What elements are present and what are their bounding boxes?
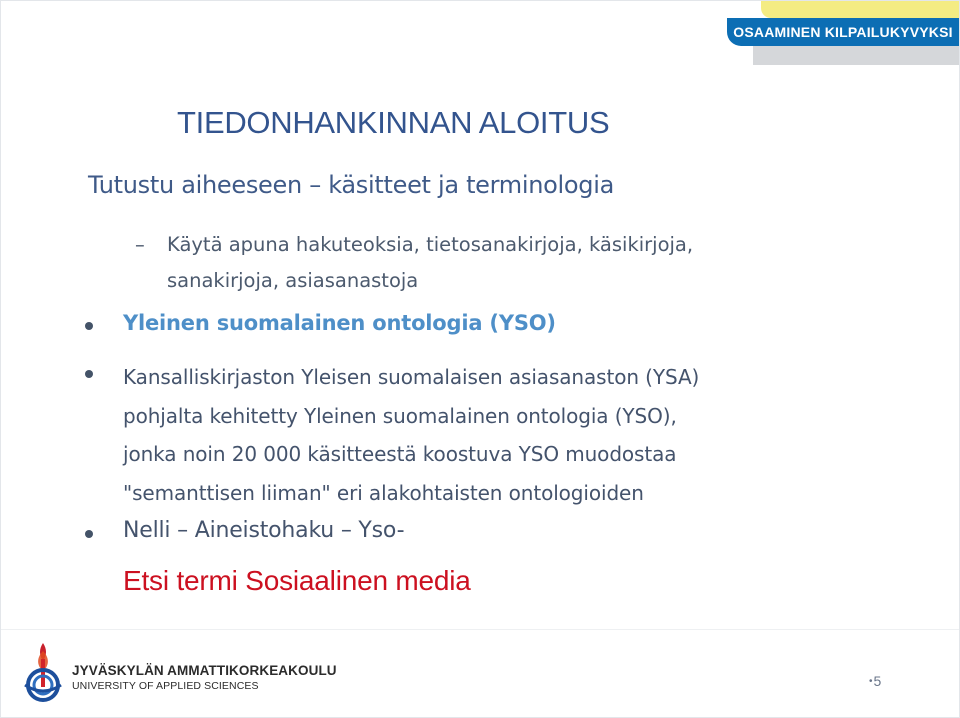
bullet-nelli: Nelli – Aineistohaku – Yso- [123,518,405,543]
paragraph-line-1: Kansalliskirjaston Yleisen suomalaisen asiasanaston (YSA) [123,365,700,389]
paragraph-line-3: jonka noin 20 000 käsitteestä koostuva YSO muodostaa [123,442,677,466]
school-name-english: UNIVERSITY OF APPLIED SCIENCES [72,680,259,692]
slide-subtitle: Tutustu aiheeseen – käsitteet ja terminologia [88,171,614,199]
page-number [869,673,881,689]
footer-divider [1,629,959,630]
bullet-dot-icon [85,530,93,538]
bullet-yso: Yleinen suomalainen ontologia (YSO) [123,311,556,335]
jamk-logo-icon [19,641,67,703]
paragraph-line-2: pohjalta kehitetty Yleinen suomalainen ontologia (YSO), [123,403,677,428]
page-number-value: 5 [873,673,882,689]
dash-list-item [135,227,867,299]
header-banner: OSAAMINEN KILPAILUKYVYKSI [727,18,959,46]
slide-title: TIEDONHANKINNAN ALOITUS [177,105,610,140]
bullet-kansalliskirjasto [123,358,883,512]
bullet-dot-icon [85,370,93,378]
school-name: JYVÄSKYLÄN AMMATTIKORKEAKOULU [72,663,337,678]
dash-item-line-2: sanakirjoja, asiasanastoja [167,269,419,292]
banner-accent-stripe [761,1,959,18]
search-term-link[interactable]: Etsi termi Sosiaalinen media [123,565,471,596]
bullet-dot-icon [85,322,93,330]
banner-shadow [753,43,959,65]
paragraph-line-4: "semanttisen liiman" eri alakohtaisten ontologioiden [123,480,644,505]
dash-item-line-1: Käytä apuna hakuteoksia, tietosanakirjoja, käsikirjoja, [167,233,694,256]
dash-marker: – [135,233,145,256]
page-marker: • [869,676,873,687]
